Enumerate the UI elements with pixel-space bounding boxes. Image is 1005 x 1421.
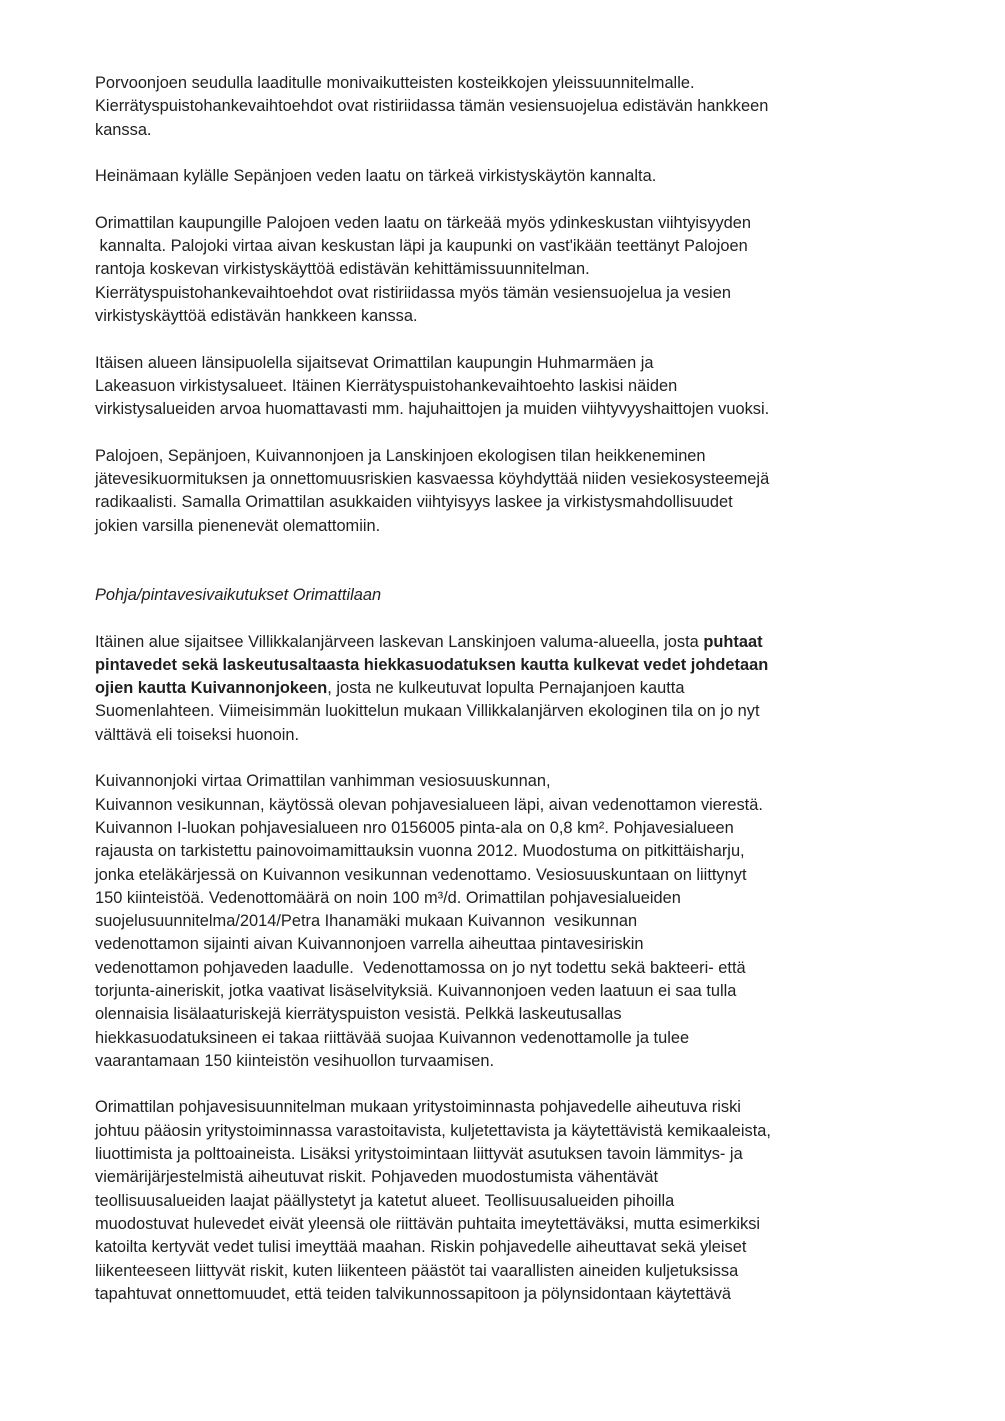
text-line: vaarantamaan 150 kiinteistön vesihuollon turvaamisen. [95, 1051, 495, 1070]
text-line: suojelusuunnitelma/2014/Petra Ihanamäki mukaan Kuivannon vesikunnan [95, 912, 638, 931]
document-page [95, 72, 940, 1329]
text-line: Porvoonjoen seudulla laaditulle monivaikutteisten kosteikkojen yleissuunnitelmalle. [95, 74, 695, 92]
text-line: Itäisen alueen länsipuolella sijaitsevat Orimattilan kaupungin Huhmarmäen ja [95, 353, 654, 372]
text-line: Kuivannon I-luokan pohjavesialueen nro 0156005 pinta-ala on 0,8 km². Pohjavesialueen [95, 818, 734, 837]
text-line: muodostuvat hulevedet eivät yleensä ole riittävän puhtaita imeytettäväksi, mutta esimerkiksi [95, 1214, 761, 1233]
text-line: Kierrätyspuistohankevaihtoehdot ovat ristiriidassa myös tämän vesiensuojelua ja vesien [95, 283, 731, 302]
bold-text: puhtaat [703, 632, 763, 651]
text-line: tapahtuvat onnettomuudet, että teiden talvikunnossapitoon ja pölynsidontaan käytettävä [95, 1284, 732, 1303]
bold-text-line: pintavedet sekä laskeutusaltaasta hiekkasuodatuksen kautta kulkevat vedet johdetaan [95, 655, 769, 674]
text-line: 150 kiinteistöä. Vedenottomäärä on noin 100 m³/d. Orimattilan pohjavesialueiden [95, 888, 681, 907]
paragraph-kuivannonjoki [95, 770, 940, 1073]
text-line: virkistyskäyttöä edistävän hankkeen kanssa. [95, 306, 418, 325]
paragraph-ekologinen-tila [95, 445, 940, 538]
paragraph-heinamaa [95, 165, 940, 188]
text-line: välttävä eli toiseksi huonoin. [95, 725, 300, 744]
text-line: Kierrätyspuistohankevaihtoehdot ovat ristiriidassa tämän vesiensuojelua edistävän hankkeen [95, 97, 769, 116]
paragraph-itainen-alue [95, 631, 940, 747]
paragraph-porvoonjoki [95, 72, 940, 142]
text-line: Palojoen, Sepänjoen, Kuivannonjoen ja Lanskinjoen ekologisen tilan heikkeneminen [95, 446, 706, 465]
text-line: liuottimista ja polttoaineista. Lisäksi yritystoimintaan liittyvät asutuksen tavoin lämmitys- ja [95, 1145, 743, 1164]
text-line: virkistysalueiden arvoa huomattavasti mm. hajuhaittojen ja muiden viihtyvyyshaittojen vuoksi. [95, 400, 770, 419]
paragraph-palojoki [95, 212, 940, 328]
section-heading: Pohja/pintavesivaikutukset Orimattilaan [95, 585, 382, 604]
text-line: teollisuusalueiden laajat päällystetyt ja katetut alueet. Teollisuusalueiden pihoilla [95, 1191, 675, 1210]
text-line: Orimattilan kaupungille Palojoen veden laatu on tärkeää myös ydinkeskustan viihtyisyyden [95, 213, 751, 232]
text-line: liikenteeseen liittyvät riskit, kuten liikenteen päästöt tai vaarallisten aineiden kuljetuksissa [95, 1261, 739, 1280]
text-line: viemärijärjestelmistä aiheutuvat riskit. Pohjaveden muodostumista vähentävät [95, 1168, 659, 1187]
text-line [95, 631, 940, 654]
text-line: rajausta on tarkistettu painovoimamittauksin vuonna 2012. Muodostuma on pitkittäisharju, [95, 842, 745, 861]
text-line [95, 677, 940, 700]
text-line: radikaalisti. Samalla Orimattilan asukkaiden viihtyisyys laskee ja virkistysmahdollisuudet [95, 493, 733, 512]
text-line: jonka eteläkärjessä on Kuivannon vesikunnan vedenottamo. Vesiosuuskuntaan on liittynyt [95, 865, 747, 884]
bold-text: ojien kautta Kuivannonjokeen [95, 679, 328, 698]
text-line: Kuivannon vesikunnan, käytössä olevan pohjavesialueen läpi, aivan vedenottamon vierestä. [95, 795, 763, 814]
text-line: Heinämaan kylälle Sepänjoen veden laatu on tärkeä virkistyskäytön kannalta. [95, 167, 657, 186]
plain-text: Itäinen alue sijaitsee Villikkalanjärveen laskevan Lanskinjoen valuma-alueella, josta [95, 632, 704, 651]
text-line: kannalta. Palojoki virtaa aivan keskustan läpi ja kaupunki on vast'ikään teettänyt Palojoen [95, 237, 748, 256]
text-line: katoilta kertyvät vedet tulisi imeyttää maahan. Riskin pohjavedelle aiheuttavat sekä yleiset [95, 1238, 747, 1257]
text-line: rantoja koskevan virkistyskäyttöä edistävän kehittämissuunnitelman. [95, 260, 590, 279]
paragraph-pohjavesisuunnitelma [95, 1096, 940, 1306]
text-line: johtuu pääosin yritystoiminnassa varastoitavista, kuljetettavista ja käytettävistä kemikaaleista, [95, 1121, 771, 1140]
text-line: hiekkasuodatuksineen ei takaa riittävää suojaa Kuivannon vedenottamolle ja tulee [95, 1028, 690, 1047]
paragraph-virkistysalueet [95, 352, 940, 422]
text-line: Orimattilan pohjavesisuunnitelman mukaan yritystoiminnasta pohjavedelle aiheutuva riski [95, 1098, 741, 1117]
text-line: kanssa. [95, 120, 152, 139]
text-line: Kuivannonjoki virtaa Orimattilan vanhimman vesiosuuskunnan, [95, 772, 551, 791]
plain-text: , josta ne kulkeutuvat lopulta Pernajanjoen kautta [327, 679, 685, 698]
text-line: olennaisia lisälaaturiskejä kierrätyspuiston vesistä. Pelkkä laskeutusallas [95, 1005, 622, 1024]
text-line: jätevesikuormituksen ja onnettomuusriskien kasvaessa köyhdyttää niiden vesiekosysteemejä [95, 470, 770, 489]
text-line: Suomenlahteen. Viimeisimmän luokittelun mukaan Villikkalanjärven ekologinen tila on jo nyt [95, 702, 760, 721]
text-line: vedenottamon pohjaveden laadulle. Vedenottamossa on jo nyt todettu sekä bakteeri- että [95, 958, 746, 977]
text-line: Lakeasuon virkistysalueet. Itäinen Kierrätyspuistohankevaihtoehto laskisi näiden [95, 376, 678, 395]
text-line: jokien varsilla pienenevät olemattomiin. [95, 516, 381, 535]
text-line: torjunta-aineriskit, jotka vaativat lisäselvityksiä. Kuivannonjoen veden laatuun ei saa tulla [95, 981, 737, 1000]
text-line: vedenottamon sijainti aivan Kuivannonjoen varrella aiheuttaa pintavesiriskin [95, 935, 644, 954]
